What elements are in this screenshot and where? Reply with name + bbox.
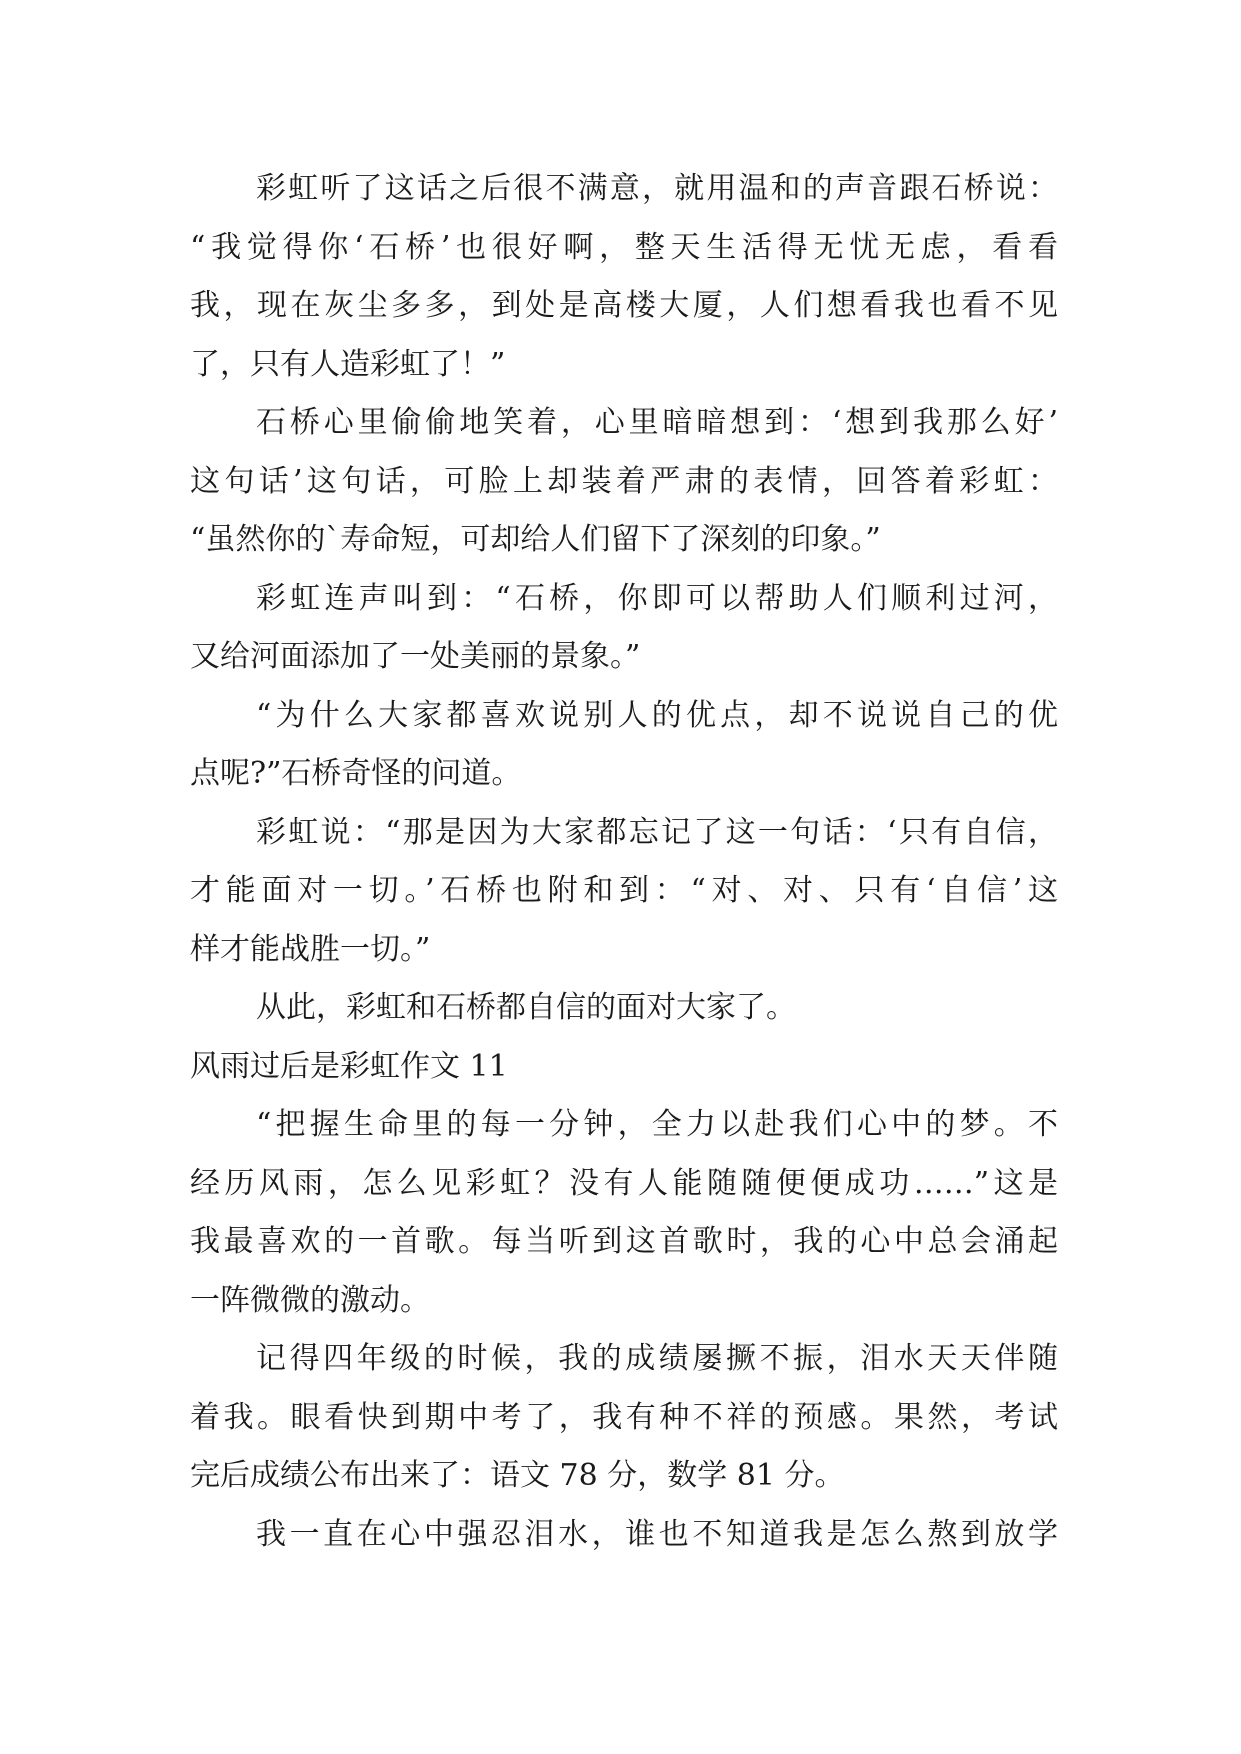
text-line: “我觉得你‘石桥’也很好啊，整天生活得无忧无虑，看看 <box>190 229 1058 265</box>
text-line: 点呢?”石桥奇怪的问道。 <box>190 756 522 791</box>
paragraph-bridge-reply <box>190 394 1058 570</box>
paragraph-song <box>190 1096 1058 1330</box>
text-line: 我，现在灰尘多多，到处是高楼大厦，人们想看我也看不见 <box>190 288 1058 323</box>
paragraph-bridge-question <box>190 687 1058 804</box>
text-line: 我一直在心中强忍泪水，谁也不知道我是怎么熬到放学 <box>256 1516 1058 1552</box>
text-line: 了，只有人造彩虹了！” <box>190 346 506 382</box>
text-line: 这句话’这句话，可脸上却装着严肃的表情，回答着彩虹： <box>190 463 1058 499</box>
paragraph-fourth-grade <box>190 1330 1058 1506</box>
essay-heading: 风雨过后是彩虹作文 11 <box>190 1048 508 1084</box>
paragraph-confidence <box>190 804 1058 980</box>
text-line: 从此，彩虹和石桥都自信的面对大家了。 <box>256 990 796 1025</box>
text-line: 完后成绩公布出来了：语文 78 分，数学 81 分。 <box>190 1458 845 1493</box>
text-line: 样才能战胜一切。” <box>190 931 431 967</box>
text-line: 石桥心里偷偷地笑着，心里暗暗想到：‘想到我那么好’ <box>256 405 1058 440</box>
document-body <box>190 160 1058 1564</box>
text-line: 才能面对一切。’石桥也附和到：“对、对、只有‘自信’这 <box>190 873 1058 908</box>
text-line: “把握生命里的每一分钟，全力以赴我们心中的梦。不 <box>256 1107 1058 1142</box>
text-line: 我最喜欢的一首歌。每当听到这首歌时，我的心中总会涌起 <box>190 1224 1058 1259</box>
paragraph-ending <box>190 979 1058 1038</box>
text-line: 又给河面添加了一处美丽的景象。” <box>190 639 641 674</box>
paragraph-rainbow-reply <box>190 160 1058 394</box>
paragraph-holding-tears <box>190 1506 1058 1565</box>
text-line: 彩虹连声叫到：“石桥，你即可以帮助人们顺利过河， <box>256 580 1058 616</box>
text-line: 记得四年级的时候，我的成绩屡撅不振，泪水天天伴随 <box>256 1341 1058 1376</box>
text-line: 彩虹说：“那是因为大家都忘记了这一句话：‘只有自信， <box>256 814 1058 850</box>
text-line: 彩虹听了这话之后很不满意，就用温和的声音跟石桥说： <box>256 171 1058 206</box>
paragraph-rainbow-praise <box>190 570 1058 687</box>
text-line: 着我。眼看快到期中考了，我有种不祥的预感。果然，考试 <box>190 1399 1058 1435</box>
text-line: 一阵微微的激动。 <box>190 1282 430 1318</box>
text-line: “虽然你的`寿命短，可却给人们留下了深刻的印象。” <box>190 522 881 557</box>
text-line: 经历风雨，怎么见彩虹？没有人能随随便便成功……”这是 <box>190 1165 1058 1201</box>
text-line: “为什么大家都喜欢说别人的优点，却不说说自己的优 <box>256 697 1058 733</box>
